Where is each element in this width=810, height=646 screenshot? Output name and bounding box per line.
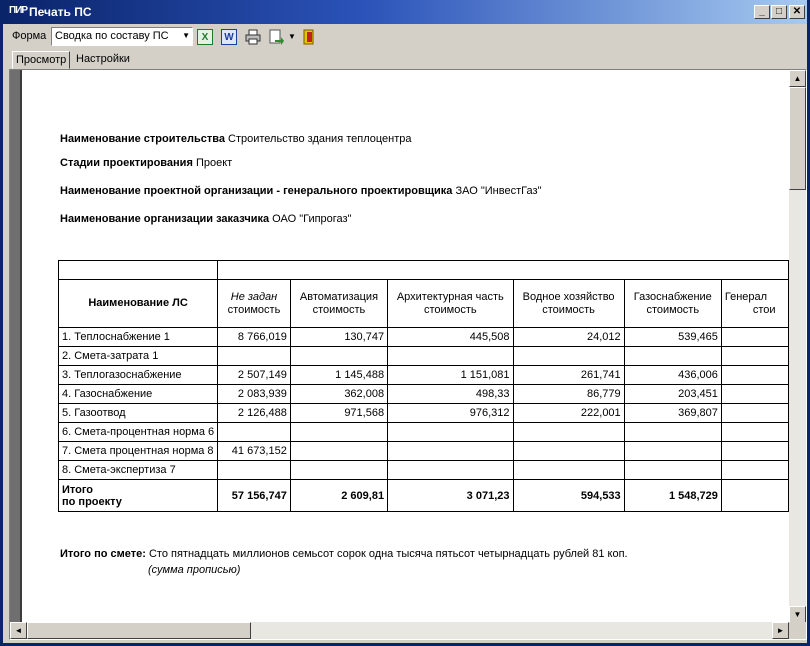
table-cell: 2 507,149 (218, 366, 291, 385)
app-icon: ПИР (9, 5, 28, 16)
stage-line (60, 157, 232, 169)
chevron-down-icon[interactable]: ▼ (182, 31, 190, 40)
minimize-button[interactable]: _ (754, 5, 770, 19)
table-cell: 41 673,152 (218, 442, 291, 461)
table-header-row (59, 280, 789, 328)
chevron-down-icon[interactable]: ▼ (288, 32, 296, 41)
horizontal-scrollbar[interactable] (10, 622, 789, 639)
excel-icon[interactable]: X (197, 29, 213, 45)
size-grip[interactable] (789, 622, 806, 639)
name-column-header: Наименование ЛС (59, 280, 218, 328)
table-cell: 1 151,081 (388, 366, 513, 385)
table-cell (513, 347, 624, 366)
customer-label: Наименование организации заказчика (60, 213, 270, 225)
table-cell (290, 347, 387, 366)
row-name: 4. Газоснабжение (59, 385, 218, 404)
tab-preview[interactable]: Просмотр (12, 51, 70, 69)
table-cell: 222,001 (513, 404, 624, 423)
construction-value: Строительство здания теплоцентра (228, 133, 412, 145)
vertical-scrollbar[interactable] (789, 70, 806, 623)
table-row (59, 385, 789, 404)
table-cell (290, 423, 387, 442)
customer-line (60, 213, 352, 225)
row-name: 8. Смета-экспертиза 7 (59, 461, 218, 480)
table-cell: 203,451 (624, 385, 721, 404)
table-cell: 24,012 (513, 328, 624, 347)
export-icon[interactable] (268, 29, 284, 45)
table-cell (218, 347, 291, 366)
form-label: Форма (12, 30, 47, 42)
total-label: Итого по проекту (59, 480, 218, 512)
total-value: 57 156,747 (218, 480, 291, 512)
summary-note: (сумма прописью) (148, 564, 241, 576)
table-cell (218, 461, 291, 480)
scroll-right-button[interactable]: ► (772, 622, 789, 639)
table-cell (721, 461, 788, 480)
form-select-value: Сводка по составу ПС (55, 30, 169, 42)
table-cell (721, 366, 788, 385)
row-name: 5. Газоотвод (59, 404, 218, 423)
total-value (721, 480, 788, 512)
table-row (59, 366, 789, 385)
table-row (59, 423, 789, 442)
table-cell (388, 442, 513, 461)
table-cell: 1 145,488 (290, 366, 387, 385)
table-cell: 261,741 (513, 366, 624, 385)
table-cell: 2 083,939 (218, 385, 291, 404)
summary-text: Сто пятнадцать миллионов семьсот сорок одна тысяча пятьсот четырнадцать рублей 81 коп. (148, 548, 628, 560)
table-cell (721, 404, 788, 423)
row-name: 3. Теплогазоснабжение (59, 366, 218, 385)
table-cell (624, 423, 721, 442)
summary-label: Итого по смете: (60, 548, 146, 560)
table-cell: 498,33 (388, 385, 513, 404)
total-value: 594,533 (513, 480, 624, 512)
total-value: 2 609,81 (290, 480, 387, 512)
table-cell (721, 385, 788, 404)
column-header: Водное хозяйство стоимость (513, 280, 624, 328)
table-cell: 445,508 (388, 328, 513, 347)
scroll-left-button[interactable]: ◄ (10, 622, 27, 639)
table-row (59, 404, 789, 423)
summary-line (60, 548, 628, 560)
table-cell (388, 461, 513, 480)
table-cell (721, 423, 788, 442)
close-button[interactable]: ✕ (789, 5, 805, 19)
designer-value: ЗАО "ИнвестГаз" (455, 185, 542, 197)
report-page (10, 70, 789, 623)
table-cell: 369,807 (624, 404, 721, 423)
vertical-scroll-thumb[interactable] (789, 87, 806, 190)
toolbar (3, 25, 807, 49)
stage-label: Стадии проектирования (60, 157, 193, 169)
column-header: Генерал стои (721, 280, 788, 328)
table-row (59, 328, 789, 347)
designer-label: Наименование проектной организации - генерального проектировщика (60, 185, 453, 197)
table-cell (624, 347, 721, 366)
table-row (59, 461, 789, 480)
construction-line (60, 133, 412, 145)
table-cell (290, 442, 387, 461)
table-cell (513, 442, 624, 461)
tab-settings[interactable]: Настройки (76, 53, 130, 65)
table-cell (513, 461, 624, 480)
construction-label: Наименование строительства (60, 133, 225, 145)
table-cell: 8 766,019 (218, 328, 291, 347)
table-row (59, 442, 789, 461)
column-header: Автоматизация стоимость (290, 280, 387, 328)
print-preview (9, 69, 807, 640)
table-cell (290, 461, 387, 480)
table-cell: 362,008 (290, 385, 387, 404)
row-name: 2. Смета-затрата 1 (59, 347, 218, 366)
row-name: 7. Смета процентная норма 8 (59, 442, 218, 461)
table-cell: 86,779 (513, 385, 624, 404)
maximize-button[interactable]: □ (771, 5, 787, 19)
total-row (59, 480, 789, 512)
total-value: 3 071,23 (388, 480, 513, 512)
table-cell: 2 126,488 (218, 404, 291, 423)
table-cell (624, 442, 721, 461)
table-cell: 976,312 (388, 404, 513, 423)
customer-value: ОАО "Гипрогаз" (272, 213, 352, 225)
table-cell (721, 442, 788, 461)
word-icon[interactable]: W (221, 29, 237, 45)
table-cell: 539,465 (624, 328, 721, 347)
form-select[interactable] (51, 27, 193, 46)
table-cell (218, 423, 291, 442)
column-header: Газоснабжение стоимость (624, 280, 721, 328)
table-row (59, 347, 789, 366)
table-cell: 130,747 (290, 328, 387, 347)
table-cell: 436,006 (624, 366, 721, 385)
table-cell: 971,568 (290, 404, 387, 423)
row-name: 1. Теплоснабжение 1 (59, 328, 218, 347)
table-cell (388, 347, 513, 366)
title-bar[interactable] (3, 0, 807, 24)
cost-table (58, 260, 789, 512)
scroll-down-button[interactable]: ▼ (789, 606, 806, 623)
horizontal-scroll-thumb[interactable] (27, 622, 251, 639)
scroll-up-button[interactable]: ▲ (789, 70, 806, 87)
table-cell (513, 423, 624, 442)
table-cell (388, 423, 513, 442)
window-title: Печать ПС (29, 5, 92, 19)
stage-value: Проект (195, 157, 233, 169)
column-header: Не задан стоимость (218, 280, 291, 328)
print-icon[interactable] (245, 29, 261, 45)
table-cell (721, 347, 788, 366)
table-header-spacer (59, 261, 789, 280)
tab-strip (3, 49, 807, 69)
row-name: 6. Смета-процентная норма 6 (59, 423, 218, 442)
table-cell (624, 461, 721, 480)
table-cell (721, 328, 788, 347)
total-value: 1 548,729 (624, 480, 721, 512)
designer-line (60, 185, 541, 197)
exit-icon[interactable] (301, 29, 317, 45)
column-header: Архитектурная часть стоимость (388, 280, 513, 328)
